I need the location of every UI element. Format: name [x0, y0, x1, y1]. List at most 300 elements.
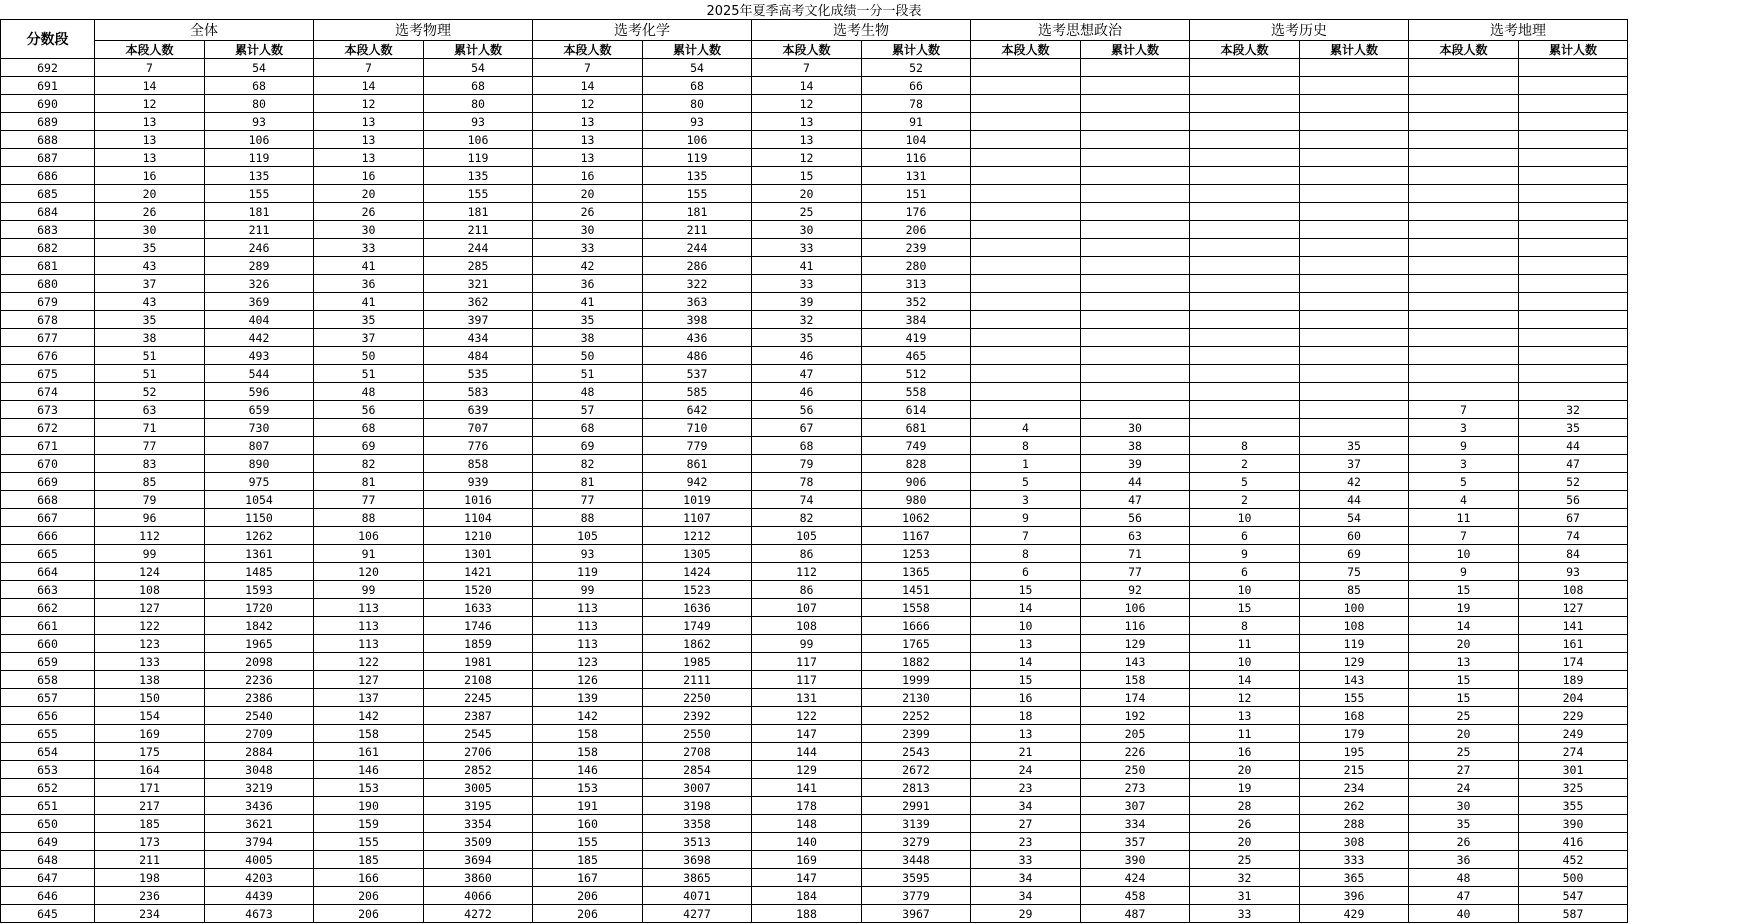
cumulative-count-cell[interactable]: 100 — [1300, 599, 1409, 617]
segment-count-cell[interactable]: 173 — [95, 833, 205, 851]
cumulative-count-cell[interactable]: 119 — [643, 149, 752, 167]
segment-count-cell[interactable]: 15 — [1190, 599, 1300, 617]
segment-count-cell[interactable]: 20 — [752, 185, 862, 203]
cumulative-count-cell[interactable]: 52 — [862, 59, 971, 77]
segment-count-cell[interactable]: 140 — [752, 833, 862, 851]
cumulative-count-cell[interactable]: 2672 — [862, 761, 971, 779]
segment-count-cell[interactable] — [1190, 149, 1300, 167]
segment-count-cell[interactable]: 10 — [1190, 509, 1300, 527]
cumulative-count-cell[interactable]: 942 — [643, 473, 752, 491]
cumulative-count-cell[interactable]: 244 — [424, 239, 533, 257]
cumulative-count-cell[interactable]: 1451 — [862, 581, 971, 599]
segment-count-cell[interactable]: 43 — [95, 257, 205, 275]
cumulative-count-cell[interactable] — [1519, 257, 1628, 275]
cumulative-count-cell[interactable]: 189 — [1519, 671, 1628, 689]
cumulative-count-cell[interactable]: 181 — [643, 203, 752, 221]
cumulative-count-cell[interactable]: 583 — [424, 383, 533, 401]
segment-count-cell[interactable]: 160 — [533, 815, 643, 833]
cumulative-count-cell[interactable]: 3595 — [862, 869, 971, 887]
cumulative-count-cell[interactable] — [1519, 311, 1628, 329]
cumulative-count-cell[interactable]: 596 — [205, 383, 314, 401]
score-cell[interactable]: 661 — [1, 617, 95, 635]
score-cell[interactable]: 659 — [1, 653, 95, 671]
cumulative-count-cell[interactable]: 486 — [643, 347, 752, 365]
cumulative-count-cell[interactable] — [1081, 131, 1190, 149]
segment-count-cell[interactable]: 206 — [533, 905, 643, 923]
cumulative-count-header[interactable]: 累计人数 — [862, 41, 971, 59]
cumulative-count-cell[interactable]: 2545 — [424, 725, 533, 743]
segment-count-cell[interactable]: 81 — [314, 473, 424, 491]
cumulative-count-cell[interactable]: 890 — [205, 455, 314, 473]
segment-count-cell[interactable] — [1409, 293, 1519, 311]
segment-count-cell[interactable]: 33 — [533, 239, 643, 257]
cumulative-count-cell[interactable]: 2399 — [862, 725, 971, 743]
segment-count-cell[interactable]: 35 — [95, 239, 205, 257]
segment-count-cell[interactable]: 16 — [95, 167, 205, 185]
segment-count-cell[interactable]: 7 — [95, 59, 205, 77]
cumulative-count-cell[interactable]: 707 — [424, 419, 533, 437]
segment-count-cell[interactable]: 113 — [533, 617, 643, 635]
cumulative-count-cell[interactable] — [1519, 221, 1628, 239]
segment-count-cell[interactable]: 19 — [1190, 779, 1300, 797]
cumulative-count-cell[interactable]: 54 — [643, 59, 752, 77]
score-cell[interactable]: 667 — [1, 509, 95, 527]
cumulative-count-cell[interactable]: 289 — [205, 257, 314, 275]
cumulative-count-cell[interactable]: 192 — [1081, 707, 1190, 725]
cumulative-count-cell[interactable]: 362 — [424, 293, 533, 311]
segment-count-cell[interactable]: 29 — [971, 905, 1081, 923]
segment-count-cell[interactable] — [1190, 401, 1300, 419]
segment-count-cell[interactable]: 20 — [1190, 833, 1300, 851]
segment-count-cell[interactable]: 30 — [533, 221, 643, 239]
cumulative-count-cell[interactable] — [1300, 59, 1409, 77]
score-cell[interactable]: 645 — [1, 905, 95, 923]
segment-count-cell[interactable]: 69 — [533, 437, 643, 455]
segment-count-cell[interactable]: 99 — [752, 635, 862, 653]
segment-count-cell[interactable] — [971, 131, 1081, 149]
segment-count-cell[interactable]: 12 — [752, 149, 862, 167]
segment-count-cell[interactable]: 142 — [533, 707, 643, 725]
cumulative-count-cell[interactable]: 484 — [424, 347, 533, 365]
segment-count-cell[interactable]: 123 — [533, 653, 643, 671]
segment-count-cell[interactable]: 206 — [314, 905, 424, 923]
cumulative-count-cell[interactable]: 30 — [1081, 419, 1190, 437]
segment-count-cell[interactable]: 15 — [1409, 689, 1519, 707]
cumulative-count-cell[interactable]: 710 — [643, 419, 752, 437]
cumulative-count-cell[interactable]: 32 — [1519, 401, 1628, 419]
segment-count-cell[interactable] — [1190, 419, 1300, 437]
segment-count-cell[interactable]: 13 — [95, 149, 205, 167]
score-cell[interactable]: 649 — [1, 833, 95, 851]
segment-count-cell[interactable]: 48 — [314, 383, 424, 401]
cumulative-count-cell[interactable] — [1081, 293, 1190, 311]
segment-count-cell[interactable]: 13 — [1409, 653, 1519, 671]
cumulative-count-cell[interactable]: 614 — [862, 401, 971, 419]
cumulative-count-cell[interactable]: 135 — [205, 167, 314, 185]
cumulative-count-cell[interactable]: 288 — [1300, 815, 1409, 833]
cumulative-count-cell[interactable]: 1633 — [424, 599, 533, 617]
segment-count-cell[interactable]: 10 — [1190, 581, 1300, 599]
cumulative-count-cell[interactable]: 239 — [862, 239, 971, 257]
segment-count-cell[interactable]: 12 — [1190, 689, 1300, 707]
segment-count-cell[interactable]: 123 — [95, 635, 205, 653]
segment-count-cell[interactable] — [1409, 275, 1519, 293]
segment-count-cell[interactable]: 9 — [1409, 437, 1519, 455]
segment-count-header[interactable]: 本段人数 — [1409, 41, 1519, 59]
cumulative-count-cell[interactable]: 424 — [1081, 869, 1190, 887]
score-cell[interactable]: 655 — [1, 725, 95, 743]
cumulative-count-cell[interactable]: 396 — [1300, 887, 1409, 905]
cumulative-count-cell[interactable]: 334 — [1081, 815, 1190, 833]
segment-count-cell[interactable]: 14 — [314, 77, 424, 95]
cumulative-count-cell[interactable] — [1519, 95, 1628, 113]
group-header[interactable]: 选考化学 — [533, 20, 752, 41]
segment-count-cell[interactable]: 4 — [1409, 491, 1519, 509]
cumulative-count-cell[interactable]: 35 — [1300, 437, 1409, 455]
cumulative-count-cell[interactable]: 730 — [205, 419, 314, 437]
segment-count-cell[interactable]: 33 — [971, 851, 1081, 869]
segment-count-cell[interactable]: 11 — [1190, 725, 1300, 743]
cumulative-count-cell[interactable] — [1519, 185, 1628, 203]
segment-count-cell[interactable]: 67 — [752, 419, 862, 437]
cumulative-count-cell[interactable]: 108 — [1519, 581, 1628, 599]
segment-count-cell[interactable]: 184 — [752, 887, 862, 905]
cumulative-count-cell[interactable]: 1262 — [205, 527, 314, 545]
segment-count-cell[interactable]: 14 — [1190, 671, 1300, 689]
segment-count-cell[interactable]: 105 — [752, 527, 862, 545]
cumulative-count-cell[interactable]: 54 — [1300, 509, 1409, 527]
segment-count-cell[interactable]: 7 — [1409, 401, 1519, 419]
segment-count-cell[interactable]: 13 — [533, 149, 643, 167]
cumulative-count-cell[interactable]: 141 — [1519, 617, 1628, 635]
cumulative-count-cell[interactable]: 2708 — [643, 743, 752, 761]
segment-count-cell[interactable]: 13 — [1190, 707, 1300, 725]
segment-count-cell[interactable]: 38 — [95, 329, 205, 347]
cumulative-count-cell[interactable]: 108 — [1300, 617, 1409, 635]
cumulative-count-cell[interactable] — [1300, 419, 1409, 437]
cumulative-count-cell[interactable]: 229 — [1519, 707, 1628, 725]
segment-count-cell[interactable]: 31 — [1190, 887, 1300, 905]
cumulative-count-cell[interactable] — [1300, 401, 1409, 419]
cumulative-count-cell[interactable]: 161 — [1519, 635, 1628, 653]
segment-count-cell[interactable]: 48 — [533, 383, 643, 401]
cumulative-count-cell[interactable]: 2813 — [862, 779, 971, 797]
group-header[interactable]: 选考地理 — [1409, 20, 1628, 41]
segment-count-cell[interactable]: 27 — [971, 815, 1081, 833]
cumulative-count-cell[interactable]: 1253 — [862, 545, 971, 563]
cumulative-count-cell[interactable]: 215 — [1300, 761, 1409, 779]
segment-count-cell[interactable]: 206 — [533, 887, 643, 905]
cumulative-count-cell[interactable]: 321 — [424, 275, 533, 293]
segment-count-cell[interactable]: 178 — [752, 797, 862, 815]
segment-count-cell[interactable]: 19 — [1409, 599, 1519, 617]
segment-count-cell[interactable]: 9 — [971, 509, 1081, 527]
segment-count-cell[interactable] — [971, 221, 1081, 239]
segment-count-cell[interactable]: 37 — [314, 329, 424, 347]
cumulative-count-cell[interactable]: 158 — [1081, 671, 1190, 689]
segment-count-cell[interactable]: 126 — [533, 671, 643, 689]
segment-count-cell[interactable] — [1409, 257, 1519, 275]
cumulative-count-cell[interactable]: 3694 — [424, 851, 533, 869]
score-cell[interactable]: 665 — [1, 545, 95, 563]
segment-count-cell[interactable]: 6 — [1190, 563, 1300, 581]
segment-count-cell[interactable]: 77 — [533, 491, 643, 509]
cumulative-count-cell[interactable]: 93 — [643, 113, 752, 131]
cumulative-count-cell[interactable]: 681 — [862, 419, 971, 437]
cumulative-count-cell[interactable]: 205 — [1081, 725, 1190, 743]
segment-count-header[interactable]: 本段人数 — [971, 41, 1081, 59]
cumulative-count-cell[interactable]: 1520 — [424, 581, 533, 599]
cumulative-count-cell[interactable]: 42 — [1300, 473, 1409, 491]
cumulative-count-cell[interactable]: 249 — [1519, 725, 1628, 743]
segment-count-cell[interactable]: 13 — [752, 113, 862, 131]
cumulative-count-cell[interactable]: 1749 — [643, 617, 752, 635]
segment-count-cell[interactable]: 5 — [1409, 473, 1519, 491]
segment-count-cell[interactable]: 147 — [752, 725, 862, 743]
segment-count-cell[interactable] — [971, 239, 1081, 257]
cumulative-count-cell[interactable] — [1300, 95, 1409, 113]
segment-count-cell[interactable]: 8 — [1190, 617, 1300, 635]
segment-count-cell[interactable]: 113 — [314, 617, 424, 635]
cumulative-count-header[interactable]: 累计人数 — [1300, 41, 1409, 59]
segment-count-cell[interactable]: 185 — [314, 851, 424, 869]
segment-count-cell[interactable]: 12 — [752, 95, 862, 113]
segment-count-cell[interactable]: 14 — [1409, 617, 1519, 635]
segment-count-cell[interactable]: 4 — [971, 419, 1081, 437]
group-header[interactable]: 选考生物 — [752, 20, 971, 41]
cumulative-count-cell[interactable] — [1300, 131, 1409, 149]
cumulative-count-cell[interactable]: 246 — [205, 239, 314, 257]
segment-count-cell[interactable] — [1409, 149, 1519, 167]
segment-count-cell[interactable] — [1190, 59, 1300, 77]
cumulative-count-cell[interactable]: 419 — [862, 329, 971, 347]
cumulative-count-cell[interactable]: 35 — [1519, 419, 1628, 437]
segment-count-cell[interactable]: 147 — [752, 869, 862, 887]
cumulative-count-cell[interactable]: 4203 — [205, 869, 314, 887]
cumulative-count-cell[interactable]: 2111 — [643, 671, 752, 689]
segment-count-cell[interactable]: 52 — [95, 383, 205, 401]
segment-count-cell[interactable]: 51 — [95, 365, 205, 383]
score-cell[interactable]: 650 — [1, 815, 95, 833]
cumulative-count-cell[interactable]: 93 — [205, 113, 314, 131]
segment-count-cell[interactable]: 107 — [752, 599, 862, 617]
segment-count-cell[interactable]: 12 — [533, 95, 643, 113]
cumulative-count-cell[interactable] — [1081, 221, 1190, 239]
segment-count-cell[interactable] — [1409, 203, 1519, 221]
segment-count-cell[interactable]: 3 — [1409, 455, 1519, 473]
segment-count-cell[interactable]: 24 — [971, 761, 1081, 779]
segment-count-cell[interactable]: 13 — [314, 131, 424, 149]
cumulative-count-cell[interactable]: 4673 — [205, 905, 314, 923]
score-cell[interactable]: 692 — [1, 59, 95, 77]
cumulative-count-cell[interactable]: 2709 — [205, 725, 314, 743]
segment-count-cell[interactable]: 124 — [95, 563, 205, 581]
segment-count-cell[interactable]: 113 — [314, 635, 424, 653]
cumulative-count-cell[interactable] — [1300, 365, 1409, 383]
cumulative-count-cell[interactable] — [1081, 185, 1190, 203]
cumulative-count-cell[interactable] — [1081, 113, 1190, 131]
cumulative-count-cell[interactable] — [1081, 59, 1190, 77]
cumulative-count-cell[interactable]: 3794 — [205, 833, 314, 851]
segment-count-cell[interactable]: 142 — [314, 707, 424, 725]
segment-count-cell[interactable]: 88 — [533, 509, 643, 527]
score-cell[interactable]: 678 — [1, 311, 95, 329]
segment-count-cell[interactable]: 37 — [95, 275, 205, 293]
cumulative-count-cell[interactable]: 429 — [1300, 905, 1409, 923]
cumulative-count-cell[interactable]: 465 — [862, 347, 971, 365]
segment-count-cell[interactable] — [1190, 221, 1300, 239]
segment-count-cell[interactable]: 20 — [1409, 635, 1519, 653]
cumulative-count-cell[interactable]: 1019 — [643, 491, 752, 509]
score-cell[interactable]: 680 — [1, 275, 95, 293]
score-column-header[interactable]: 分数段 — [1, 20, 95, 59]
cumulative-count-cell[interactable]: 1361 — [205, 545, 314, 563]
segment-count-cell[interactable]: 47 — [1409, 887, 1519, 905]
cumulative-count-cell[interactable]: 776 — [424, 437, 533, 455]
segment-count-cell[interactable]: 190 — [314, 797, 424, 815]
segment-count-cell[interactable]: 20 — [1409, 725, 1519, 743]
segment-count-cell[interactable]: 137 — [314, 689, 424, 707]
score-cell[interactable]: 657 — [1, 689, 95, 707]
score-cell[interactable]: 674 — [1, 383, 95, 401]
cumulative-count-cell[interactable]: 1558 — [862, 599, 971, 617]
cumulative-count-header[interactable]: 累计人数 — [643, 41, 752, 59]
segment-count-cell[interactable]: 23 — [971, 779, 1081, 797]
cumulative-count-header[interactable]: 累计人数 — [424, 41, 533, 59]
score-cell[interactable]: 647 — [1, 869, 95, 887]
cumulative-count-cell[interactable]: 2991 — [862, 797, 971, 815]
segment-count-cell[interactable]: 86 — [752, 545, 862, 563]
score-cell[interactable]: 681 — [1, 257, 95, 275]
segment-count-cell[interactable]: 14 — [971, 653, 1081, 671]
segment-count-cell[interactable]: 99 — [95, 545, 205, 563]
segment-count-cell[interactable] — [1409, 347, 1519, 365]
cumulative-count-cell[interactable]: 1985 — [643, 653, 752, 671]
cumulative-count-cell[interactable] — [1519, 293, 1628, 311]
segment-count-cell[interactable]: 155 — [314, 833, 424, 851]
segment-count-cell[interactable]: 51 — [95, 347, 205, 365]
cumulative-count-cell[interactable]: 244 — [643, 239, 752, 257]
score-cell[interactable]: 684 — [1, 203, 95, 221]
segment-count-cell[interactable]: 2 — [1190, 455, 1300, 473]
cumulative-count-cell[interactable]: 1720 — [205, 599, 314, 617]
cumulative-count-cell[interactable]: 2392 — [643, 707, 752, 725]
cumulative-count-cell[interactable]: 828 — [862, 455, 971, 473]
cumulative-count-cell[interactable]: 1424 — [643, 563, 752, 581]
segment-count-cell[interactable] — [1190, 293, 1300, 311]
cumulative-count-cell[interactable]: 54 — [205, 59, 314, 77]
score-cell[interactable]: 673 — [1, 401, 95, 419]
segment-count-cell[interactable]: 13 — [314, 149, 424, 167]
segment-count-cell[interactable]: 13 — [533, 131, 643, 149]
segment-count-cell[interactable] — [1409, 59, 1519, 77]
segment-count-cell[interactable]: 18 — [971, 707, 1081, 725]
segment-count-cell[interactable] — [971, 203, 1081, 221]
segment-count-cell[interactable]: 14 — [971, 599, 1081, 617]
cumulative-count-cell[interactable]: 493 — [205, 347, 314, 365]
group-header[interactable]: 选考物理 — [314, 20, 533, 41]
cumulative-count-cell[interactable]: 779 — [643, 437, 752, 455]
cumulative-count-cell[interactable]: 179 — [1300, 725, 1409, 743]
cumulative-count-cell[interactable]: 1636 — [643, 599, 752, 617]
segment-count-cell[interactable] — [1190, 113, 1300, 131]
score-cell[interactable]: 687 — [1, 149, 95, 167]
segment-count-cell[interactable]: 41 — [314, 257, 424, 275]
segment-count-cell[interactable]: 105 — [533, 527, 643, 545]
cumulative-count-cell[interactable]: 195 — [1300, 743, 1409, 761]
cumulative-count-cell[interactable]: 1150 — [205, 509, 314, 527]
cumulative-count-cell[interactable]: 56 — [1081, 509, 1190, 527]
cumulative-count-cell[interactable]: 3779 — [862, 887, 971, 905]
segment-count-cell[interactable]: 99 — [533, 581, 643, 599]
segment-count-cell[interactable]: 33 — [314, 239, 424, 257]
cumulative-count-cell[interactable]: 980 — [862, 491, 971, 509]
cumulative-count-cell[interactable]: 587 — [1519, 905, 1628, 923]
cumulative-count-cell[interactable]: 69 — [1300, 545, 1409, 563]
segment-count-header[interactable]: 本段人数 — [1190, 41, 1300, 59]
segment-count-cell[interactable]: 71 — [95, 419, 205, 437]
segment-count-cell[interactable] — [1190, 131, 1300, 149]
segment-count-header[interactable]: 本段人数 — [752, 41, 862, 59]
segment-count-cell[interactable]: 56 — [752, 401, 862, 419]
cumulative-count-cell[interactable]: 1212 — [643, 527, 752, 545]
cumulative-count-cell[interactable]: 1981 — [424, 653, 533, 671]
segment-count-cell[interactable]: 15 — [752, 167, 862, 185]
segment-count-cell[interactable]: 34 — [971, 869, 1081, 887]
segment-count-cell[interactable]: 122 — [95, 617, 205, 635]
segment-count-cell[interactable] — [1409, 365, 1519, 383]
score-cell[interactable]: 675 — [1, 365, 95, 383]
cumulative-count-cell[interactable]: 4439 — [205, 887, 314, 905]
segment-count-cell[interactable]: 150 — [95, 689, 205, 707]
score-cell[interactable]: 662 — [1, 599, 95, 617]
segment-count-cell[interactable] — [1409, 383, 1519, 401]
segment-count-cell[interactable] — [1409, 113, 1519, 131]
segment-count-cell[interactable] — [1409, 131, 1519, 149]
score-cell[interactable]: 671 — [1, 437, 95, 455]
cumulative-count-cell[interactable]: 434 — [424, 329, 533, 347]
segment-count-cell[interactable]: 25 — [752, 203, 862, 221]
cumulative-count-cell[interactable]: 106 — [1081, 599, 1190, 617]
cumulative-count-cell[interactable]: 226 — [1081, 743, 1190, 761]
score-cell[interactable]: 660 — [1, 635, 95, 653]
cumulative-count-cell[interactable]: 547 — [1519, 887, 1628, 905]
score-cell[interactable]: 685 — [1, 185, 95, 203]
cumulative-count-cell[interactable]: 1746 — [424, 617, 533, 635]
cumulative-count-cell[interactable]: 325 — [1519, 779, 1628, 797]
cumulative-count-cell[interactable]: 3436 — [205, 797, 314, 815]
segment-count-cell[interactable]: 217 — [95, 797, 205, 815]
segment-count-cell[interactable]: 133 — [95, 653, 205, 671]
score-cell[interactable]: 676 — [1, 347, 95, 365]
cumulative-count-cell[interactable]: 39 — [1081, 455, 1190, 473]
cumulative-count-cell[interactable]: 127 — [1519, 599, 1628, 617]
segment-count-cell[interactable]: 13 — [95, 131, 205, 149]
cumulative-count-cell[interactable]: 544 — [205, 365, 314, 383]
segment-count-cell[interactable]: 11 — [1409, 509, 1519, 527]
segment-count-cell[interactable]: 211 — [95, 851, 205, 869]
score-cell[interactable]: 652 — [1, 779, 95, 797]
cumulative-count-cell[interactable]: 397 — [424, 311, 533, 329]
segment-count-cell[interactable]: 108 — [752, 617, 862, 635]
segment-count-cell[interactable]: 26 — [533, 203, 643, 221]
segment-count-cell[interactable]: 113 — [533, 635, 643, 653]
cumulative-count-cell[interactable]: 78 — [862, 95, 971, 113]
cumulative-count-cell[interactable]: 155 — [1300, 689, 1409, 707]
cumulative-count-cell[interactable]: 143 — [1300, 671, 1409, 689]
segment-count-cell[interactable] — [971, 347, 1081, 365]
segment-count-cell[interactable]: 236 — [95, 887, 205, 905]
